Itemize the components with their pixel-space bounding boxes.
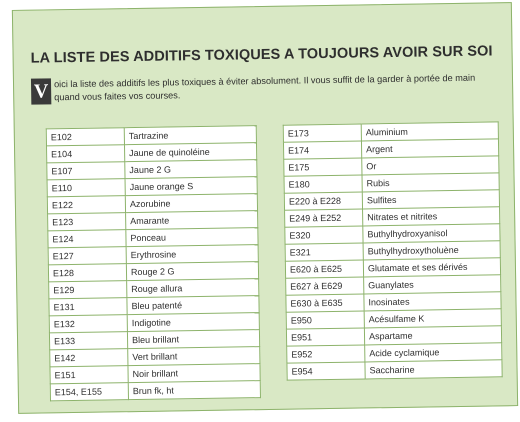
- additive-name: Guanylates: [364, 275, 501, 294]
- additive-code: E128: [48, 264, 126, 282]
- additive-code: E129: [49, 281, 127, 299]
- additives-table-right: [283, 121, 503, 380]
- additives-table-left-body: [46, 126, 260, 401]
- additive-code: E151: [50, 366, 128, 384]
- additive-code: E133: [49, 332, 127, 350]
- additive-code: E174: [283, 141, 361, 159]
- additive-name: Inosinates: [364, 292, 501, 311]
- additive-code: E107: [47, 162, 125, 180]
- additive-code: E131: [49, 298, 127, 316]
- additive-code: E110: [47, 179, 125, 197]
- additive-name: Tartrazine: [124, 126, 256, 145]
- additive-name: Or: [362, 156, 499, 175]
- additive-code: E154, E155: [50, 383, 128, 401]
- additives-table-left: [46, 125, 261, 401]
- additive-name: Rouge 2 G: [126, 262, 258, 281]
- additive-name: Acésulfame K: [364, 309, 501, 328]
- additive-code: E142: [50, 349, 128, 367]
- additive-code: E173: [283, 124, 361, 142]
- table-row: [287, 360, 502, 380]
- additive-code: E321: [285, 243, 363, 261]
- additive-code: E102: [46, 128, 124, 146]
- additive-name: Rouge allura: [127, 279, 259, 298]
- additive-name: Acide cyclamique: [365, 343, 502, 362]
- additive-name: Noir brillant: [128, 364, 260, 383]
- additive-code: E320: [285, 226, 363, 244]
- additive-code: E952: [287, 345, 365, 363]
- additive-code: E123: [48, 213, 126, 231]
- intro-dropcap: V: [31, 78, 51, 104]
- additive-name: Bleu brillant: [127, 330, 259, 349]
- additive-code: E951: [286, 328, 364, 346]
- additive-name: Aluminium: [361, 122, 498, 141]
- additive-name: Jaune 2 G: [125, 160, 257, 179]
- additive-name: Amarante: [126, 211, 258, 230]
- table-row: [50, 381, 260, 401]
- additive-code: E132: [49, 315, 127, 333]
- additive-name: Bleu patenté: [127, 296, 259, 315]
- additive-name: Jaune de quinoléine: [124, 143, 256, 162]
- additive-name: Erythrosine: [126, 245, 258, 264]
- additives-card: [12, 2, 518, 414]
- additive-name: Ponceau: [126, 228, 258, 247]
- additive-name: Brun fk, ht: [128, 381, 260, 400]
- additive-name: Buthylhydroxyanisol: [363, 224, 500, 243]
- additive-name: Indigotine: [127, 313, 259, 332]
- additive-code: E249 à E252: [285, 209, 363, 227]
- page-title: LA LISTE DES ADDITIFS TOXIQUES A TOUJOURS AVOIR SUR SOI: [30, 43, 493, 67]
- additive-code: E954: [287, 362, 365, 380]
- additive-code: E950: [286, 311, 364, 329]
- additive-code: E620 à E625: [285, 260, 363, 278]
- additive-code: E104: [46, 145, 124, 163]
- additive-code: E122: [47, 196, 125, 214]
- additive-name: Glutamate et ses dérivés: [363, 258, 500, 277]
- additive-name: Sulfites: [362, 190, 499, 209]
- additive-code: E180: [284, 175, 362, 193]
- additive-name: Saccharine: [365, 360, 502, 379]
- additive-name: Aspartame: [364, 326, 501, 345]
- additive-name: Azorubine: [125, 194, 257, 213]
- additive-code: E220 à E228: [284, 192, 362, 210]
- additive-name: Argent: [361, 139, 498, 158]
- additive-name: Rubis: [362, 173, 499, 192]
- additive-name: Jaune orange S: [125, 177, 257, 196]
- additive-code: E127: [48, 247, 126, 265]
- additive-code: E124: [48, 230, 126, 248]
- additive-name: Buthylhydroxytholuène: [363, 241, 500, 260]
- additive-name: Vert brillant: [128, 347, 260, 366]
- additive-code: E630 à E635: [286, 294, 364, 312]
- intro-paragraph: [31, 71, 501, 104]
- additive-name: Nitrates et nitrites: [363, 207, 500, 226]
- additive-code: E627 à E629: [286, 277, 364, 295]
- intro-text: oici la liste des additifs les plus toxiques à éviter absolument. Il vous suffit de la garder à portée de main quand vous faites vos courses.: [53, 72, 476, 103]
- additives-table-right-body: [283, 122, 502, 380]
- additive-code: E175: [284, 158, 362, 176]
